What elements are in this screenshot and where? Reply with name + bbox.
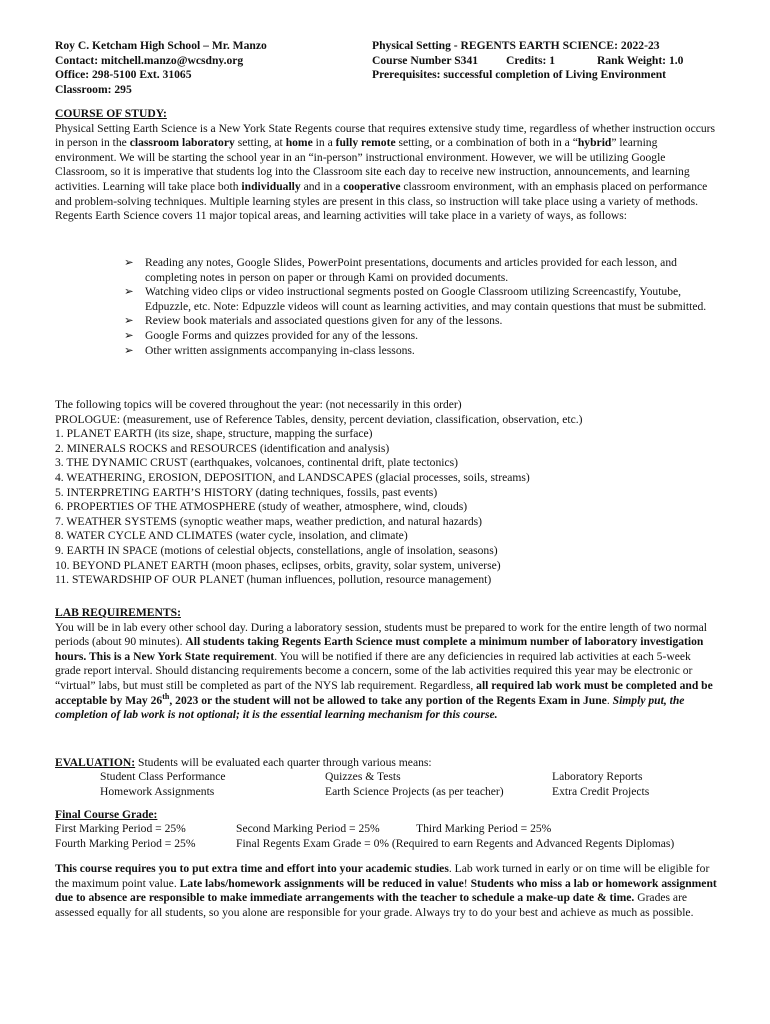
topic-item: 8. WATER CYCLE AND CLIMATES (water cycle, insolation, and climate) — [55, 529, 408, 543]
topic-item: 7. WEATHER SYSTEMS (synoptic weather maps, weather prediction, and natural hazards) — [55, 514, 483, 528]
bold-text: fully remote — [335, 136, 396, 150]
evaluation-item: Homework Assignments — [100, 784, 215, 798]
credits: Credits: 1 — [506, 53, 556, 67]
final-grade-grid — [0, 822, 770, 852]
final-grade-title: Final Course Grade: — [55, 808, 158, 821]
course-of-study-title: COURSE OF STUDY: — [55, 107, 167, 120]
school-teacher-line: Roy C. Ketcham High School – Mr. Manzo — [55, 39, 267, 52]
bold-text: Late labs/homework assignments will be reduced in value — [179, 876, 464, 890]
evaluation-item: Earth Science Projects (as per teacher) — [325, 784, 504, 798]
list-item-text: Google Forms and quizzes provided for any of the lessons. — [145, 328, 419, 342]
list-item — [124, 256, 714, 285]
list-item — [124, 344, 714, 359]
evaluation-heading — [55, 756, 432, 771]
list-item-text: Reading any notes, Google Slides, PowerPoint presentations, documents and articles provided for each lesson, and completing notes in person on paper or through Kami on provided documents. — [145, 256, 677, 284]
bold-text: This course requires you to put extra time and effort into your academic studies — [55, 862, 449, 875]
grade-item: Third Marking Period = 25% — [416, 822, 552, 835]
bold-text: , 2023 or the student will not be allowed to take any portion of the Regents Exam in June — [169, 693, 607, 707]
course-title: Physical Setting - REGENTS EARTH SCIENCE: 2022-23 — [372, 39, 660, 52]
grade-item: First Marking Period = 25% — [55, 822, 186, 835]
topic-item: 10. BEYOND PLANET EARTH (moon phases, eclipses, orbits, gravity, solar system, universe) — [55, 558, 501, 572]
topics-intro: The following topics will be covered throughout the year: (not necessarily in this order) — [55, 398, 462, 411]
evaluation-intro: Students will be evaluated each quarter through various means: — [135, 756, 432, 769]
bold-text: Students who miss a lab or homework assignment due to absence are responsible to make immediate arrangements with the teacher to schedule a make-up date & time. — [55, 876, 717, 905]
list-item — [124, 285, 714, 314]
superscript: th — [162, 691, 170, 701]
topic-item: 5. INTERPRETING EARTH’S HISTORY (dating techniques, fossils, past events) — [55, 485, 438, 499]
text: ” learning environment. We will be starting the school year in an “in-person” instructional environment. However, we will be utilizing Google Classroom, so it is imperative that students log into the Classroom site each day to receive new instruction, announcements, and learning activities. Learning will take place both — [55, 136, 690, 193]
contact-line: Contact: mitchell.manzo@wcsdny.org — [55, 53, 244, 67]
classroom-line: Classroom: 295 — [55, 82, 132, 96]
evaluation-item: Student Class Performance — [100, 770, 226, 783]
evaluation-grid — [0, 770, 770, 800]
text: Physical Setting Earth Science is a New York State Regents course that requires extensive study time, regardless of whether instruction occurs in person in the — [55, 121, 716, 150]
topic-item: 2. MINERALS ROCKS and RESOURCES (identification and analysis) — [55, 441, 390, 455]
evaluation-item: Laboratory Reports — [552, 770, 643, 783]
topic-item: 6. PROPERTIES OF THE ATMOSPHERE (study of weather, atmosphere, wind, clouds) — [55, 500, 468, 514]
header-left — [55, 39, 267, 97]
grade-item: Final Regents Exam Grade = 0% (Required to earn Regents and Advanced Regents Diplomas) — [236, 836, 675, 850]
text: . Lab work turned in early or on time will be eligible for the maximum point value. — [55, 862, 710, 890]
text: . — [606, 693, 613, 707]
prerequisites: Prerequisites: successful completion of Living Environment — [372, 68, 667, 82]
arrow-bullet-icon: ➢ — [124, 314, 134, 328]
rank-weight: Rank Weight: 1.0 — [597, 53, 684, 67]
lab-requirements-section — [55, 606, 717, 723]
arrow-bullet-icon: ➢ — [124, 285, 134, 299]
topic-item: 3. THE DYNAMIC CRUST (earthquakes, volcanoes, continental drift, plate tectonics) — [55, 456, 459, 470]
topic-item: PROLOGUE: (measurement, use of Reference Tables, density, percent deviation, classification, observation, etc.) — [55, 412, 583, 426]
text: You will be in lab every other school day. During a laboratory session, students must be prepared to work for the entire length of two normal periods (about 90 minutes). — [55, 620, 708, 649]
list-item — [124, 314, 714, 329]
text: ! — [463, 876, 471, 890]
arrow-bullet-icon: ➢ — [124, 256, 134, 269]
list-item — [124, 329, 714, 344]
text: Grades are assessed equally for all students, so you alone are responsible for your grade. Always try to do your best and achieve as much as possible. — [55, 891, 694, 919]
bold-italic-text: Simply put, the completion of lab work is not optional; it is the essential learning mechanism for this course. — [55, 693, 685, 722]
learning-activities-list — [124, 256, 714, 358]
evaluation-title: EVALUATION: — [55, 756, 136, 769]
evaluation-item: Quizzes & Tests — [325, 770, 401, 783]
topics-list — [55, 398, 735, 588]
list-item-text: Watching video clips or video instructional segments posted on Google Classroom utilizing Screencastify, Youtube, Edpuzzle, etc. Note: Edpuzzle videos will count as learning activities, and may contain questions that must be submitted. — [145, 285, 707, 313]
text: . You will be notified if there are any deficiencies in required lab activities at each 5-week grade report interval. Should distancing requirements become a concern, some of the lab activities required this year may be electronic or “virtual” labs, but must still be completed as part of the NYS lab requirement. Regardless, — [55, 649, 693, 692]
bold-text: cooperative — [343, 179, 401, 193]
arrow-bullet-icon: ➢ — [124, 328, 134, 342]
text: and in a — [300, 179, 344, 193]
lab-requirements-paragraph — [55, 621, 717, 723]
topic-item: 11. STEWARDSHIP OF OUR PLANET (human influences, pollution, resource management) — [55, 573, 492, 587]
bold-text: home — [285, 136, 313, 150]
text: classroom environment, with an emphasis placed on performance and problem-solving techniques. Multiple learning styles are present in this class, so instruction will take place using a variety of methods. Regents Earth Science covers 11 major topical areas, and learning activities will take place in a variety of ways, as follows: — [55, 179, 708, 223]
bold-text: hybrid — [577, 136, 612, 150]
topic-item: 1. PLANET EARTH (its size, shape, structure, mapping the surface) — [55, 427, 373, 441]
list-item-text: Other written assignments accompanying in-class lessons. — [145, 343, 415, 357]
bold-text: all required lab work must be completed and be acceptable by May 26 — [55, 678, 713, 707]
grade-item: Fourth Marking Period = 25% — [55, 836, 196, 850]
closing-paragraph — [55, 862, 717, 920]
course-of-study-paragraph — [55, 122, 717, 224]
course-of-study-section — [55, 107, 717, 224]
text: setting, or a combination of both in a “ — [395, 136, 578, 150]
lab-requirements-title: LAB REQUIREMENTS: — [55, 606, 181, 619]
course-info-row — [372, 53, 684, 69]
bold-text: individually — [241, 179, 301, 193]
topic-item: 4. WEATHERING, EROSION, DEPOSITION, and LANDSCAPES (glacial processes, soils, streams) — [55, 470, 530, 484]
list-item-text: Review book materials and associated questions given for any of the lessons. — [145, 314, 503, 328]
arrow-bullet-icon: ➢ — [124, 343, 134, 357]
course-number: Course Number S341 — [372, 53, 479, 67]
grade-item: Second Marking Period = 25% — [236, 822, 380, 835]
text: setting, at — [234, 136, 286, 150]
text: in a — [312, 136, 336, 150]
header-right — [372, 39, 684, 83]
bold-text: classroom laboratory — [129, 136, 235, 150]
evaluation-item: Extra Credit Projects — [552, 784, 650, 798]
topic-item: 9. EARTH IN SPACE (motions of celestial objects, constellations, angle of insolation, seasons) — [55, 543, 498, 557]
office-line: Office: 298-5100 Ext. 31065 — [55, 68, 192, 82]
bold-text: All students taking Regents Earth Science must complete a minimum number of laboratory investigation hours. This is a New York State requirement — [55, 635, 704, 663]
